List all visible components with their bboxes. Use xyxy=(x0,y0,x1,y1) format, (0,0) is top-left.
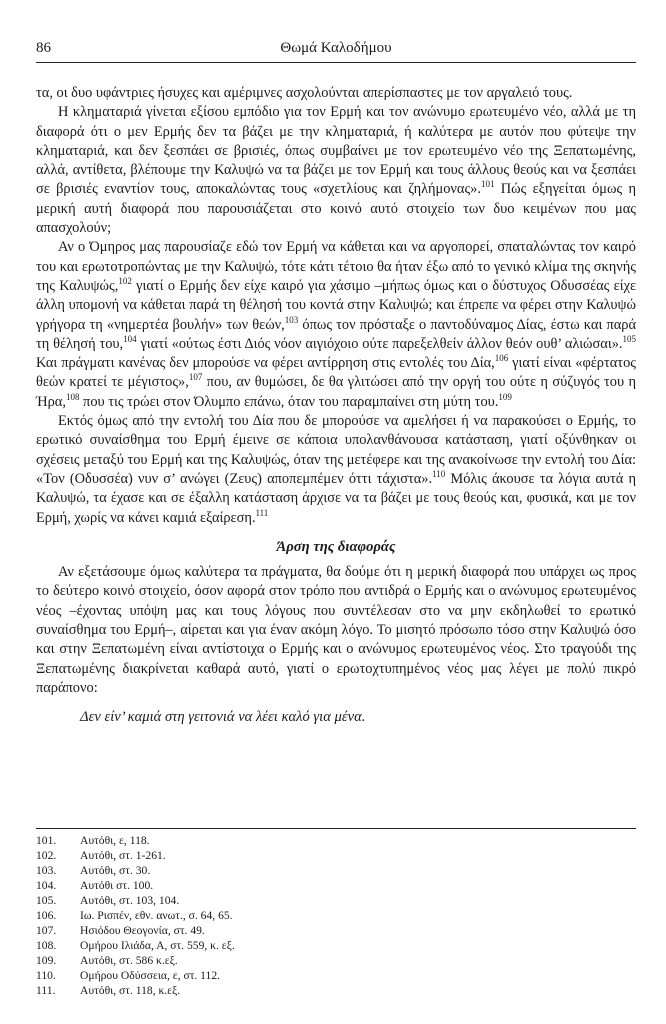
footnote-number: 111. xyxy=(36,984,56,997)
footnote-item xyxy=(36,848,636,863)
footnote-item xyxy=(36,983,636,998)
footnote-number: 110. xyxy=(36,969,56,982)
footnotes xyxy=(36,828,636,998)
main-text xyxy=(36,84,636,728)
footnote-ref-107[interactable]: 107 xyxy=(188,372,203,383)
section-heading: Άρση της διαφοράς xyxy=(276,538,396,555)
paragraph-text: Η κληματαριά γίνεται εξίσου εμπόδιο για τον Ερμή και τον ανώνυμο ερωτευμένο νέο, αλλά με τη διαφορά ότι ο μεν Ερμής δεν τα βάζει με την κληματαριά, ή καλύτερα με αυτόν που φύτεψε την κληματαριά, και δεν ξεσπάει σε βρισιές, όπως συμβαίνει με τον ερωτευμένο νέο της Ξεπατωμένης, αλλά, αντίθετα, βλέπουμε την Καλυψώ να τα βάζει με τον Ερμή και τους άλλους θεούς και να ξεσπάει σε βρισιές εναντίον τους, αποκαλώντας τους «σχετλίους και ζηλήμονας». xyxy=(36,104,636,198)
paragraph-text: τα, οι δυο υφάντριες ήσυχες και αμέριμνες ασχολούνται απερίσπαστες με τον αργαλειό τους. xyxy=(36,85,573,101)
footnote-ref-104[interactable]: 104 xyxy=(123,334,137,345)
paragraph-1 xyxy=(36,84,636,103)
paragraph-text: Και πράγματι κανένας δεν μπορούσε να φέρει αντίρρηση στις εντολές του Δία, xyxy=(36,355,495,372)
footnote-ref-103[interactable]: 103 xyxy=(284,314,299,325)
paragraph-text: γιατί ο Ερμής δεν είχε καιρό για χάσιμο –μήπως όμως και ο δύστυχος Οδυσσέας είχε άλλη υπομονή να κάθεται παρά τη θέλησή του κοντά στην Καλυψώ; και έπρεπε να φέρει στην Καλυψώ γρήγορα τη «νημερτέα βουλήν» των θεών, xyxy=(36,277,636,333)
footnote-text: Αυτόθι, στ. 118, κ.εξ. xyxy=(80,984,181,997)
footnote-text: Ιω. Ρισπέν, εθν. ανωτ., σ. 64, 65. xyxy=(80,909,233,922)
footnote-text: Αυτόθι, στ. 103, 104. xyxy=(80,894,180,907)
paragraph-text: Αν εξετάσουμε όμως καλύτερα τα πράγματα, θα δούμε ότι η μερική διαφορά που υπάρχει ως προς το δεύτερο κοινό στοιχείο, όσον αφορά στον τρόπο που αντιδρά ο Ερμής και ο ανώνυμος ερωτευμένος νέος –έχοντας υπόψη μας και τους λόγους που συντέλεσαν στο να μην εκδηλωθεί το ερωτικό συναίσθημα του Ερμή–, αίρεται και για έναν ακόμη λόγο. Το μισητό πρόσωπο τόσο στην Καλυψώ όσο και στην Ξεπατωμένη είναι αντίστοιχα ο Ερμής και ο ανώνυμος ερωτευμένος νέος. Στο τραγούδι της Ξεπατωμένης διακρίνεται καθαρά αυτό, γιατί ο ερωτοχτυπημένος νέος μας λέγει με πολύ πικρό παράπονο: xyxy=(36,564,636,696)
footnote-item xyxy=(36,878,636,893)
footnote-text: Αυτόθι, στ. 1-261. xyxy=(80,849,166,862)
paragraph-text: Αν ο Όμηρος μας παρουσίαζε εδώ τον Ερμή να κάθεται και να αργοπορεί, σπαταλώντας τον καιρό του και ερωτοτροπώντας με την Καλυψώ, τότε κάτι τέτοιο θα ήταν έξω από το γενικό κλίμα της σκηνής της Καλυψώς, xyxy=(36,239,636,294)
footnote-text: Ομήρου Ιλιάδα, Α, στ. 559, κ. εξ. xyxy=(80,939,235,952)
footnote-number: 103. xyxy=(36,864,57,877)
footnote-item xyxy=(36,893,636,908)
footnote-ref-106[interactable]: 106 xyxy=(494,353,509,364)
paragraph-text: γιατί «ούτως έστι Διός νόον αιγιόχοιο ούτε παρεξελθείν άλλον θεόν ουθ’ αλιώσαι». xyxy=(136,335,623,352)
footnote-number: 104. xyxy=(36,879,57,892)
paragraph-text: Πώς εξηγείται όμως η μερική αυτή διαφορά που παρουσιάζεται στο κοινό αυτό στοιχείο των δυο κειμένων που μας απασχολούν; xyxy=(36,181,636,237)
footnote-item xyxy=(36,953,636,968)
footnote-ref-109[interactable]: 109 xyxy=(498,391,512,402)
paragraph-text: όπως τον πρόσταξε ο παντοδύναμος Δίας, έστω και παρά τη θέλησή του, xyxy=(36,316,636,352)
footnote-ref-111[interactable]: 111 xyxy=(255,507,269,518)
footnote-number: 108. xyxy=(36,939,57,952)
paragraph-text: που τις τρώει στον Όλυμπο επάνω, όταν του παραμπαίνει στη μύτη του. xyxy=(79,393,499,410)
footnote-number: 109. xyxy=(36,954,57,967)
footnote-number: 106. xyxy=(36,909,57,922)
footnote-number: 102. xyxy=(36,849,57,862)
footnote-ref-102[interactable]: 102 xyxy=(118,276,132,287)
footnote-text: Αυτόθι, στ. 30. xyxy=(80,864,151,877)
footnote-ref-108[interactable]: 108 xyxy=(65,391,80,402)
paragraph-5 xyxy=(36,563,636,698)
paragraph-text: Μόλις άκουσε τα λόγια αυτά η Καλυψώ, τα έχασε και σε έξαλλη κατάσταση άρχισε να τα βάζει με τους θεούς και, φυσικά, και με τον Ερμή, χωρίς να κάνει καμιά εξαίρεση. xyxy=(36,470,636,526)
footnote-number: 107. xyxy=(36,924,57,937)
page-header xyxy=(36,36,636,63)
footnote-item xyxy=(36,968,636,983)
footnote-ref-101[interactable]: 101 xyxy=(480,179,495,190)
paragraph-text: γιατί είναι «φέρτατος θεών κρατεί τε μέγιστος», xyxy=(36,355,636,391)
footnote-text: Αυτόθι, ε, 118. xyxy=(80,834,150,847)
page-number: 86 xyxy=(36,40,51,56)
footnote-item xyxy=(36,908,636,923)
footnote-text: Αυτόθι στ. 100. xyxy=(80,879,154,892)
footnote-text: Αυτόθι, στ. 586 κ.εξ. xyxy=(80,954,178,967)
paragraph-text: Εκτός όμως από την εντολή του Δία που δε μπορούσε να αμελήσει ή να παρακούσει ο Ερμής, το ερωτικό συναίσθημα του Ερμή έμεινε σε κάποια υπολανθάνουσα κατάσταση, γιατί οξύνθηκαν οι σχέσεις μεταξύ του Ερμή και της Καλυψώς, όταν της μετέφερε και της ανακοίνωσε την εντολή του Δία: «Τον (Οδυσσέα) νυν σ’ ανώγει (Ζευς) αποπεμπέμεν όττι τάχιστα». xyxy=(36,413,636,487)
paragraph-4 xyxy=(36,412,636,528)
footnote-number: 101. xyxy=(36,834,57,847)
footnote-item xyxy=(36,833,636,848)
footnote-item xyxy=(36,863,636,878)
footnote-item xyxy=(36,938,636,953)
footnote-ref-105[interactable]: 105 xyxy=(622,334,636,345)
footnote-text: Ησιόδου Θεογονία, στ. 49. xyxy=(80,924,205,937)
footnote-ref-110[interactable]: 110 xyxy=(432,469,446,480)
paragraph-text: που, αν θυμώσει, δε θα γλιτώσει από την οργή του ούτε η σύζυγός του η Ήρα, xyxy=(36,374,637,410)
verse-quote: Δεν είν’ καμιά στη γειτονιά να λέει καλό για μένα. xyxy=(80,709,366,726)
footnote-text: Ομήρου Οδύσσεια, ε, στ. 112. xyxy=(80,969,221,982)
footnote-number: 105. xyxy=(36,894,57,907)
running-head: Θωμά Καλοδήμου xyxy=(280,40,392,56)
footnote-item xyxy=(36,923,636,938)
paragraph-3 xyxy=(36,238,636,412)
paragraph-2 xyxy=(36,103,636,238)
